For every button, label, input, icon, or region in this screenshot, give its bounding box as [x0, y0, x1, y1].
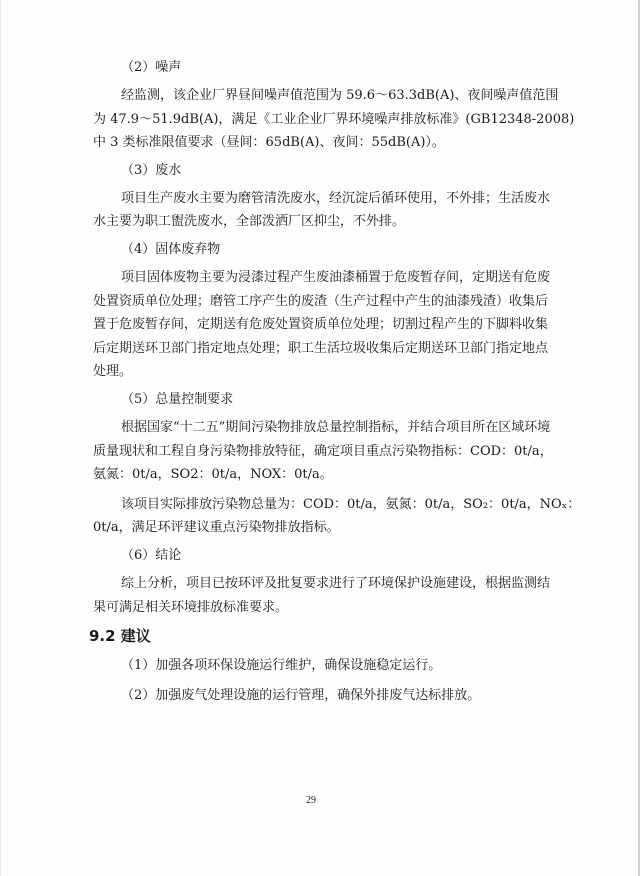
paragraph-line: 项目生产废水主要为磨管清洗废水，经沉淀后循环使用，不外排；生活废水 — [121, 190, 551, 206]
suggestion-item: （1）加强各项环保设施运行维护，确保设施稳定运行。 — [121, 658, 442, 674]
paragraph-line: 氨氮：0t/a，SO2：0t/a，NOX：0t/a。 — [93, 467, 333, 483]
paragraph-solid-waste — [93, 266, 551, 384]
paragraph-total-control-2 — [93, 493, 581, 540]
page-content — [89, 58, 581, 715]
paragraph-line: 果可满足相关环境排放标准要求。 — [93, 599, 289, 615]
paragraph-line: 根据国家“十二五”期间污染物排放总量控制指标，并结合项目所在区域环境 — [121, 419, 551, 435]
paragraph-line: 置于危废暂存间，定期送有危废处置资质单位处理；切割过程产生的下脚料收集 — [93, 317, 549, 333]
chapter-heading-suggestions: 9.2 建议 — [89, 627, 151, 646]
paragraph-total-control-1 — [93, 416, 553, 487]
paragraph-line: 为 47.9～51.9dB(A)，满足《工业企业厂界环境噪声排放标准》(GB12348-2008) — [93, 111, 575, 127]
paragraph-line: 中 3 类标准限值要求（昼间：65dB(A)、夜间：55dB(A)）。 — [93, 135, 445, 151]
section-heading-total-control: （5）总量控制要求 — [121, 391, 234, 407]
paragraph-line: 经监测，该企业厂界昼间噪声值范围为 59.6～63.3dB(A)、夜间噪声值范围 — [121, 88, 559, 103]
paragraph-line: 后定期送环卫部门指定地点处理；职工生活垃圾收集后定期送环卫部门指定地点 — [93, 340, 549, 356]
paragraph-line: 处理。 — [93, 364, 133, 380]
section-heading-solid-waste: （4）固体废弃物 — [121, 241, 221, 257]
paragraph-wastewater — [93, 187, 551, 234]
section-heading-noise: （2）噪声 — [121, 60, 182, 75]
paragraph-line: 综上分析，项目已按环评及批复要求进行了环境保护设施建设，根据监测结 — [121, 575, 551, 591]
page-number: 29 — [306, 795, 316, 806]
paragraph-noise — [93, 84, 575, 155]
paragraph-line: 项目固体废物主要为浸漆过程产生废油漆桶置于危废暂存间，定期送有危废 — [121, 269, 551, 285]
paragraph-line: 水主要为职工盥洗废水，全部泼洒厂区抑尘，不外排。 — [93, 214, 406, 230]
paragraph-line: 该项目实际排放污染物总量为：COD：0t/a，氨氮：0t/a，SO₂：0t/a，NOₓ： — [121, 496, 581, 512]
paragraph-line: 质量现状和工程自身污染物排放特征，确定项目重点污染物指标：COD：0t/a， — [93, 443, 553, 459]
paragraph-line: 处置资质单位处理；磨管工序产生的废渣（生产过程中产生的油漆残渣）收集后 — [93, 293, 549, 309]
paragraph-conclusion — [93, 572, 551, 619]
suggestion-item: （2）加强废气处理设施的运行管理，确保外排废气达标排放。 — [121, 688, 481, 704]
section-heading-conclusion: （6）结论 — [121, 547, 182, 563]
section-heading-wastewater: （3）废水 — [121, 162, 182, 178]
paragraph-line: 0t/a，满足环评建议重点污染物排放指标。 — [93, 520, 340, 536]
